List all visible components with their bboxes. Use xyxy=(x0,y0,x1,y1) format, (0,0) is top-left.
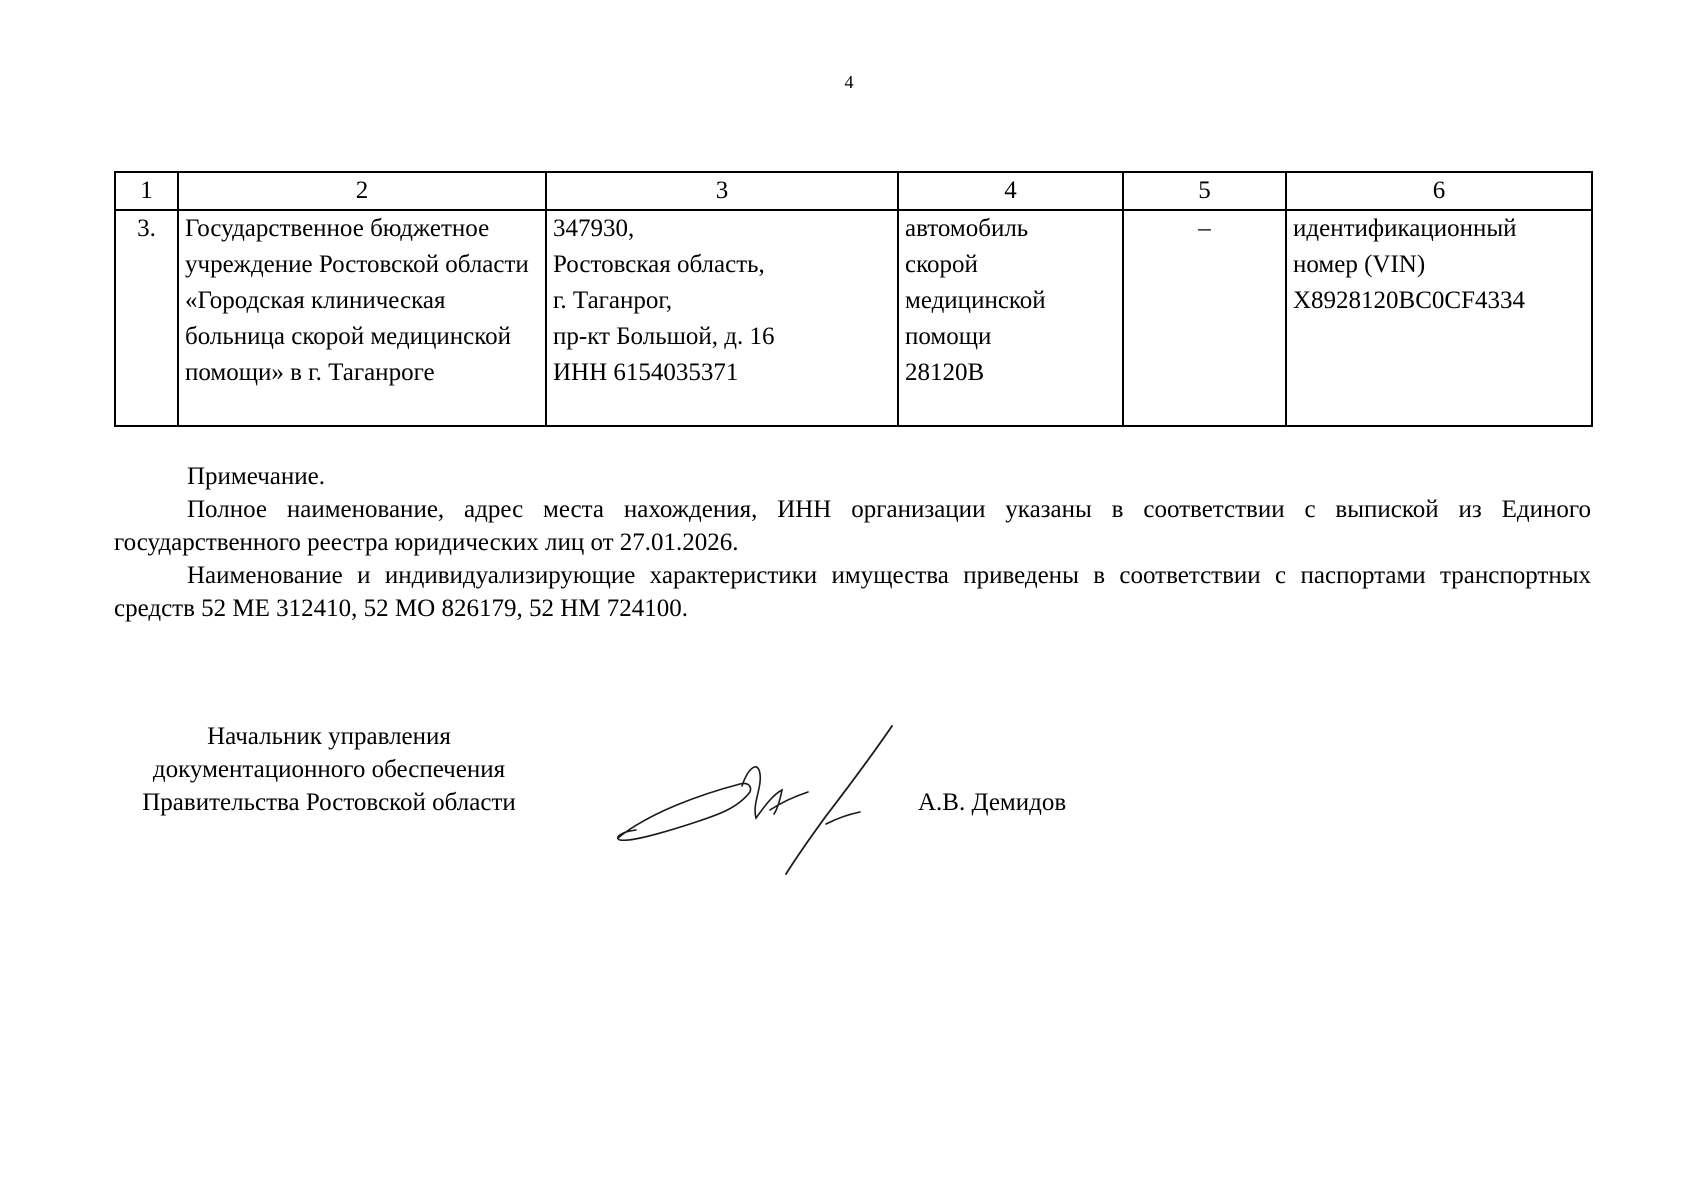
signer-position: Начальник управления документационного обеспечения Правительства Ростовской области xyxy=(142,723,516,816)
address-cell: 347930, Ростовская область, г. Таганрог, пр-кт Большой, д. 16 ИНН 6154035371 xyxy=(546,210,898,426)
header-cell-6: 6 xyxy=(1286,172,1592,210)
characteristics-cell: идентификационный номер (VIN) X8928120BC0CF4334 xyxy=(1286,210,1592,426)
notes-paragraph-1: Полное наименование, адрес места нахождения, ИНН организации указаны в соответствии с выпиской из Единого государственного реестра юридических лиц от 27.01.2026. xyxy=(114,496,1591,556)
property-table xyxy=(114,171,1593,427)
property-cell: автомобиль скорой медицинской помощи 28120В xyxy=(898,210,1123,426)
notes-section xyxy=(114,460,1591,625)
header-cell-1: 1 xyxy=(115,172,178,210)
notes-paragraph-2: Наименование и индивидуализирующие характеристики имущества приведены в соответствии с паспортами транспортных средств 52 МЕ 312410, 52 МО 826179, 52 НМ 724100. xyxy=(114,562,1591,622)
column5-cell: – xyxy=(1123,210,1286,426)
table-header-row xyxy=(115,172,1592,210)
header-cell-3: 3 xyxy=(546,172,898,210)
handwritten-signature xyxy=(610,720,910,880)
row-number-cell: 3. xyxy=(115,210,178,426)
header-cell-5: 5 xyxy=(1123,172,1286,210)
header-cell-4: 4 xyxy=(898,172,1123,210)
page-number: 4 xyxy=(844,72,854,92)
header-cell-2: 2 xyxy=(178,172,546,210)
organization-cell: Государственное бюджетное учреждение Ростовской области «Городская клиническая больница скорой медицинской помощи» в г. Таганроге xyxy=(178,210,546,426)
table-row xyxy=(115,210,1592,426)
notes-title: Примечание. xyxy=(187,463,326,490)
signer-name: А.В. Демидов xyxy=(918,789,1067,816)
